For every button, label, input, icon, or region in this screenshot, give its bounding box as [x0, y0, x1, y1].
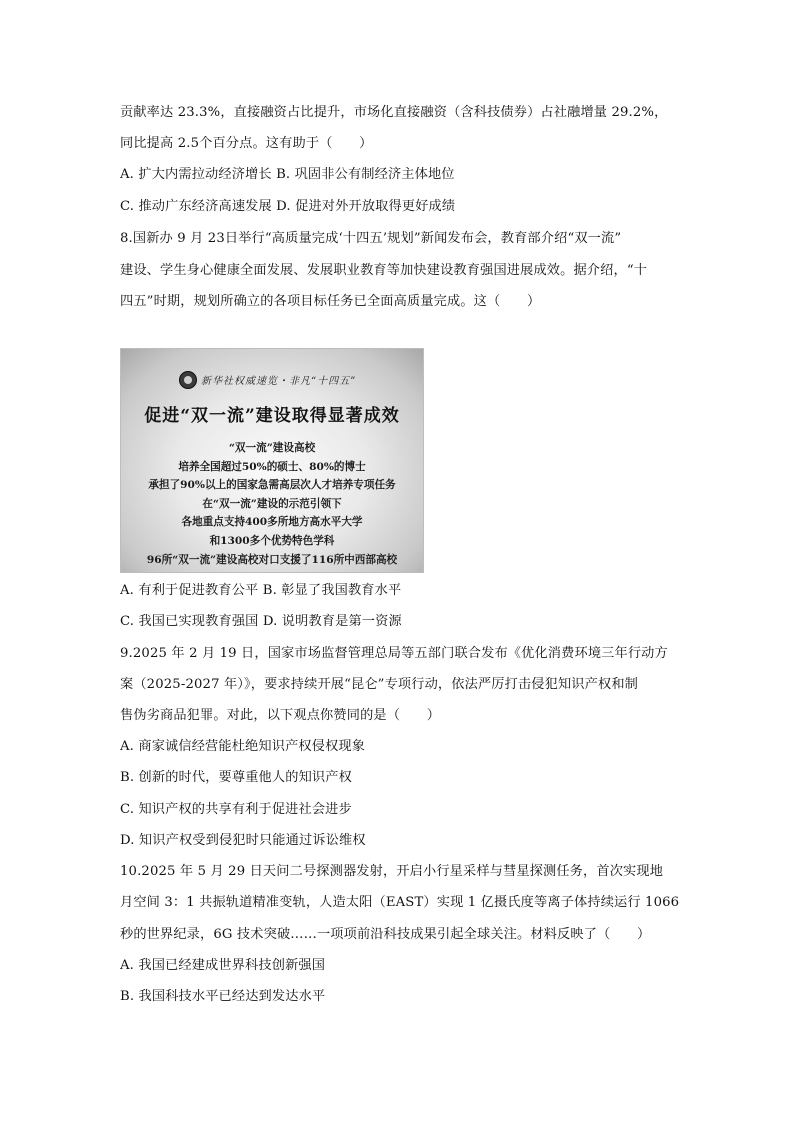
q9-option-c: C. 知识产权的共享有利于促进社会进步 — [120, 802, 352, 817]
poster-line: 承担了90%以上的国家急需高层次人才培养专项任务 — [148, 479, 396, 492]
poster-line: 各地重点支持400多所地方高水平大学 — [181, 516, 363, 529]
q10-option-b: B. 我国科技水平已经达到发达水平 — [120, 989, 326, 1004]
q9-text-line-2: 案（2025-2027 年）》，要求持续开展“昆仑”专项行动，依法严厉打击侵犯知识产权和制 — [120, 677, 638, 692]
q10-text-line-2: 月空间 3：1 共振轨道精准变轨，人造太阳（EAST）实现 1 亿摄氏度等离子体持续运行 1066 — [120, 895, 680, 910]
poster-line: 在“双一流”建设的示范引领下 — [202, 497, 342, 510]
q8-text-line-2: 建设、学生身心健康全面发展、发展职业教育等加快建设教育强国进展成效。据介绍，“十 — [120, 263, 648, 278]
poster-body — [121, 439, 423, 569]
q10-option-a: A. 我国已经建成世界科技创新强国 — [120, 958, 326, 973]
poster-line: “双一流”建设高校 — [228, 442, 316, 454]
poster-line: 和1300多个优势特色学科 — [209, 534, 335, 547]
q7-options-cd: C. 推动广东经济高速发展 D. 促进对外开放取得更好成绩 — [120, 199, 456, 214]
q7-options-ab: A. 扩大内需拉动经济增长 B. 巩固非公有制经济主体地位 — [120, 167, 455, 182]
poster-header — [121, 359, 423, 387]
q9-text-line-3: 售伪劣商品犯罪。对此，以下观点你赞同的是（ ） — [120, 708, 441, 723]
q9-text-line-1: 9.2025 年 2 月 19 日，国家市场监督管理总局等五部门联合发布《优化消费环境三年行动方 — [120, 646, 668, 661]
poster-line: 96所“双一流”建设高校对口支援了116所中西部高校 — [146, 553, 398, 566]
q7-text-line-1: 贡献率达 23.3%，直接融资占比提升，市场化直接融资（含科技债券）占社融增量 29.2%， — [120, 105, 668, 120]
q8-text-line-1: 8.国新办 9 月 23日举行“高质量完成‘十四五’规划”新闻发布会，教育部介绍“双一流” — [120, 231, 622, 246]
q8-text-line-3: 四五”时期，规划所确立的各项目标任务已全面高质量完成。这（ ） — [120, 294, 541, 309]
q8-options-cd: C. 我国已实现教育强国 D. 说明教育是第一资源 — [120, 614, 402, 629]
q10-text-line-3: 秒的世界纪录，6G 技术突破……一项项前沿科技成果引起全球关注。材料反映了（ ） — [120, 927, 651, 942]
q9-option-b: B. 创新的时代，要尊重他人的知识产权 — [120, 770, 352, 785]
poster-header-text: 新华社权威速览・非凡“十四五” — [201, 376, 357, 387]
q8-options-ab: A. 有利于促进教育公平 B. 彰显了我国教育水平 — [120, 583, 402, 598]
q9-option-d: D. 知识产权受到侵犯时只能通过诉讼维权 — [120, 833, 366, 848]
q10-text-line-1: 10.2025 年 5 月 29 日天问二号探测器发射，开启小行星采样与彗星探测任务，首次实现地 — [120, 864, 664, 879]
q9-option-a: A. 商家诚信经营能杜绝知识产权侵权现象 — [120, 739, 366, 754]
xinhua-seal-icon — [179, 371, 197, 389]
poster-title: 促进“双一流”建设取得显著成效 — [144, 406, 400, 426]
double-first-class-poster — [120, 348, 424, 573]
poster-line: 培养全国超过50%的硕士、80%的博士 — [178, 460, 366, 473]
q7-text-line-2: 同比提高 2.5个百分点。这有助于（ ） — [120, 136, 373, 151]
